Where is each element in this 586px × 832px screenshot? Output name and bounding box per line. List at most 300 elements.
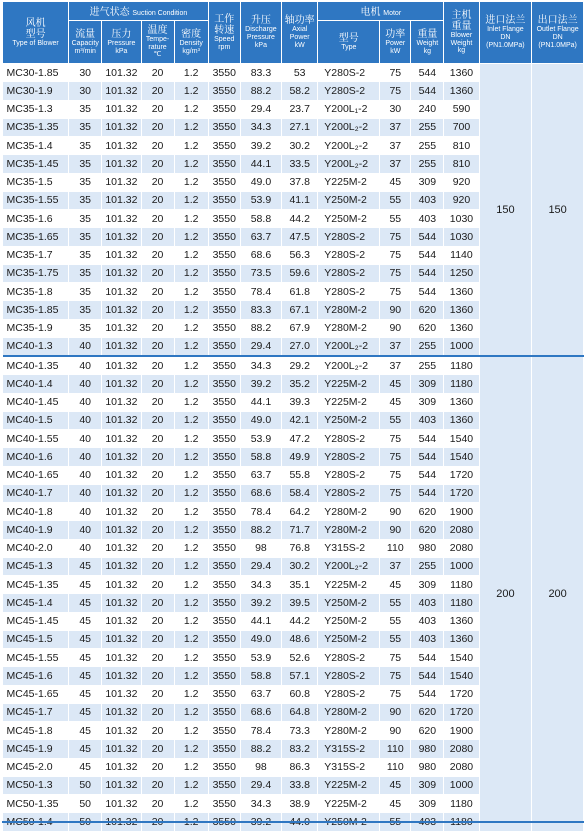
- cell-motor-power: 45: [380, 795, 411, 813]
- cell-axial-power: 59.6: [282, 264, 318, 282]
- cell-blower-weight: 1250: [444, 264, 479, 282]
- cell-pressure: 101.32: [102, 411, 141, 429]
- inlet-flange-dn: 200: [479, 356, 532, 831]
- cell-motor-type: Y280S-2: [318, 448, 380, 466]
- cell-motor-type: Y225M-2: [318, 795, 380, 813]
- cell-blower-weight: 2080: [444, 740, 479, 758]
- cell-motor-weight: 403: [411, 612, 444, 630]
- cell-density: 1.2: [174, 594, 208, 612]
- cell-axial-power: 33.8: [282, 776, 318, 794]
- header-motor-type: 型号 Type: [318, 21, 380, 64]
- cell-pressure: 101.32: [102, 82, 141, 100]
- cell-blower-weight: 2080: [444, 758, 479, 776]
- cell-temperature: 20: [141, 758, 174, 776]
- cell-pressure: 101.32: [102, 319, 141, 337]
- cell-blower-weight: 2080: [444, 521, 479, 539]
- cell-density: 1.2: [174, 503, 208, 521]
- cell-pressure: 101.32: [102, 448, 141, 466]
- cell-pressure: 101.32: [102, 337, 141, 356]
- cell-model: MC35-1.9: [3, 319, 69, 337]
- cell-temperature: 20: [141, 155, 174, 173]
- cell-density: 1.2: [174, 191, 208, 209]
- cell-motor-weight: 309: [411, 173, 444, 191]
- cell-speed: 3550: [208, 375, 240, 393]
- cell-blower-weight: 810: [444, 155, 479, 173]
- header-inlet-flange: 进口法兰 Inlet Flange DN (PN1.0MPa): [479, 2, 532, 64]
- cell-model: MC35-1.85: [3, 301, 69, 319]
- cell-model: MC50-1.35: [3, 795, 69, 813]
- cell-motor-type: Y315S-2: [318, 758, 380, 776]
- cell-blower-weight: 1360: [444, 319, 479, 337]
- cell-pressure: 101.32: [102, 612, 141, 630]
- cell-motor-power: 45: [380, 576, 411, 594]
- cell-motor-power: 37: [380, 557, 411, 575]
- cell-capacity: 40: [69, 521, 102, 539]
- cell-speed: 3550: [208, 740, 240, 758]
- cell-model: MC30-1.85: [3, 64, 69, 82]
- cell-motor-weight: 309: [411, 795, 444, 813]
- cell-blower-weight: 1900: [444, 503, 479, 521]
- cell-density: 1.2: [174, 758, 208, 776]
- cell-discharge-pressure: 58.8: [240, 210, 281, 228]
- cell-axial-power: 67.1: [282, 301, 318, 319]
- cell-motor-weight: 255: [411, 118, 444, 136]
- cell-capacity: 35: [69, 137, 102, 155]
- cell-motor-weight: 544: [411, 228, 444, 246]
- cell-temperature: 20: [141, 722, 174, 740]
- cell-capacity: 30: [69, 82, 102, 100]
- cell-temperature: 20: [141, 283, 174, 301]
- cell-temperature: 20: [141, 630, 174, 648]
- cell-model: MC40-1.55: [3, 430, 69, 448]
- cell-axial-power: 30.2: [282, 137, 318, 155]
- cell-motor-power: 90: [380, 301, 411, 319]
- cell-blower-weight: 590: [444, 100, 479, 118]
- cell-speed: 3550: [208, 264, 240, 282]
- cell-capacity: 45: [69, 722, 102, 740]
- cell-model: MC45-1.45: [3, 612, 69, 630]
- cell-speed: 3550: [208, 557, 240, 575]
- cell-axial-power: 64.8: [282, 703, 318, 721]
- cell-motor-type: Y250M-2: [318, 411, 380, 429]
- cell-axial-power: 44.2: [282, 210, 318, 228]
- cell-motor-type: Y315S-2: [318, 740, 380, 758]
- cell-model: MC40-1.45: [3, 393, 69, 411]
- cell-motor-type: Y280M-2: [318, 503, 380, 521]
- cell-speed: 3550: [208, 649, 240, 667]
- cell-axial-power: 27.1: [282, 118, 318, 136]
- cell-speed: 3550: [208, 246, 240, 264]
- cell-capacity: 40: [69, 466, 102, 484]
- cell-model: MC45-1.6: [3, 667, 69, 685]
- cell-blower-weight: 1140: [444, 246, 479, 264]
- cell-temperature: 20: [141, 667, 174, 685]
- cell-motor-type: Y225M-2: [318, 776, 380, 794]
- table-bottom-rule: [2, 821, 584, 823]
- cell-temperature: 20: [141, 576, 174, 594]
- cell-axial-power: 83.2: [282, 740, 318, 758]
- cell-discharge-pressure: 78.4: [240, 283, 281, 301]
- header-motor-weight: 重量 Weight kg: [411, 21, 444, 64]
- header-axial-power: 轴功率 Axial Power kW: [282, 2, 318, 64]
- cell-motor-weight: 980: [411, 758, 444, 776]
- cell-motor-type: Y280S-2: [318, 466, 380, 484]
- cell-speed: 3550: [208, 594, 240, 612]
- cell-axial-power: 29.2: [282, 356, 318, 375]
- cell-blower-weight: 1180: [444, 795, 479, 813]
- header-motor: 电机 Motor: [318, 2, 444, 21]
- cell-pressure: 101.32: [102, 173, 141, 191]
- cell-motor-power: 37: [380, 137, 411, 155]
- cell-motor-power: 75: [380, 283, 411, 301]
- cell-density: 1.2: [174, 539, 208, 557]
- cell-temperature: 20: [141, 191, 174, 209]
- cell-motor-power: 37: [380, 337, 411, 356]
- cell-discharge-pressure: 63.7: [240, 685, 281, 703]
- cell-motor-power: 110: [380, 740, 411, 758]
- cell-discharge-pressure: 49.0: [240, 173, 281, 191]
- cell-model: MC40-1.6: [3, 448, 69, 466]
- cell-blower-weight: 810: [444, 137, 479, 155]
- cell-motor-power: 90: [380, 503, 411, 521]
- cell-motor-type: Y280S-2: [318, 246, 380, 264]
- cell-motor-weight: 620: [411, 521, 444, 539]
- cell-temperature: 20: [141, 82, 174, 100]
- cell-pressure: 101.32: [102, 356, 141, 375]
- cell-motor-weight: 544: [411, 667, 444, 685]
- cell-motor-type: Y280M-2: [318, 319, 380, 337]
- cell-speed: 3550: [208, 411, 240, 429]
- cell-temperature: 20: [141, 448, 174, 466]
- cell-blower-weight: 1360: [444, 411, 479, 429]
- cell-motor-type: Y280S-2: [318, 685, 380, 703]
- header-capacity: 流量 Capacity m³/min: [69, 21, 102, 64]
- cell-blower-weight: 1000: [444, 557, 479, 575]
- table-row: [3, 64, 584, 82]
- cell-motor-type: Y200L₂-2: [318, 118, 380, 136]
- cell-discharge-pressure: 34.3: [240, 795, 281, 813]
- cell-discharge-pressure: 44.1: [240, 393, 281, 411]
- header-speed: 工作 转速 Speed rpm: [208, 2, 240, 64]
- cell-density: 1.2: [174, 64, 208, 82]
- cell-discharge-pressure: 53.9: [240, 191, 281, 209]
- cell-motor-weight: 255: [411, 155, 444, 173]
- cell-axial-power: 86.3: [282, 758, 318, 776]
- cell-speed: 3550: [208, 173, 240, 191]
- cell-discharge-pressure: 39.2: [240, 137, 281, 155]
- cell-axial-power: 44.2: [282, 612, 318, 630]
- cell-motor-type: Y250M-2: [318, 210, 380, 228]
- cell-temperature: 20: [141, 649, 174, 667]
- header-temperature: 温度 Tempe- rature ℃: [141, 21, 174, 64]
- cell-temperature: 20: [141, 466, 174, 484]
- cell-capacity: 40: [69, 375, 102, 393]
- cell-pressure: 101.32: [102, 375, 141, 393]
- cell-axial-power: 57.1: [282, 667, 318, 685]
- cell-pressure: 101.32: [102, 191, 141, 209]
- cell-axial-power: 73.3: [282, 722, 318, 740]
- cell-density: 1.2: [174, 630, 208, 648]
- cell-axial-power: 39.3: [282, 393, 318, 411]
- cell-capacity: 35: [69, 319, 102, 337]
- cell-motor-power: 75: [380, 484, 411, 502]
- cell-discharge-pressure: 68.6: [240, 484, 281, 502]
- cell-model: MC45-1.8: [3, 722, 69, 740]
- cell-capacity: 35: [69, 118, 102, 136]
- cell-discharge-pressure: 29.4: [240, 100, 281, 118]
- cell-capacity: 35: [69, 228, 102, 246]
- cell-motor-weight: 980: [411, 740, 444, 758]
- cell-speed: 3550: [208, 539, 240, 557]
- cell-blower-weight: 1180: [444, 375, 479, 393]
- cell-speed: 3550: [208, 722, 240, 740]
- cell-temperature: 20: [141, 356, 174, 375]
- cell-capacity: 45: [69, 557, 102, 575]
- cell-model: MC40-1.65: [3, 466, 69, 484]
- cell-motor-power: 55: [380, 210, 411, 228]
- outlet-flange-dn: 150: [532, 64, 584, 357]
- cell-motor-weight: 255: [411, 356, 444, 375]
- cell-temperature: 20: [141, 137, 174, 155]
- cell-motor-weight: 544: [411, 64, 444, 82]
- cell-capacity: 40: [69, 411, 102, 429]
- cell-motor-power: 75: [380, 466, 411, 484]
- cell-density: 1.2: [174, 649, 208, 667]
- cell-density: 1.2: [174, 484, 208, 502]
- cell-motor-power: 110: [380, 539, 411, 557]
- cell-motor-weight: 980: [411, 539, 444, 557]
- cell-motor-weight: 309: [411, 375, 444, 393]
- cell-motor-weight: 544: [411, 448, 444, 466]
- header-pressure: 压力 Pressure kPa: [102, 21, 141, 64]
- cell-motor-power: 45: [380, 173, 411, 191]
- cell-density: 1.2: [174, 155, 208, 173]
- cell-temperature: 20: [141, 337, 174, 356]
- cell-temperature: 20: [141, 173, 174, 191]
- cell-density: 1.2: [174, 173, 208, 191]
- cell-motor-power: 75: [380, 448, 411, 466]
- cell-motor-power: 55: [380, 191, 411, 209]
- cell-speed: 3550: [208, 521, 240, 539]
- cell-temperature: 20: [141, 375, 174, 393]
- cell-discharge-pressure: 58.8: [240, 448, 281, 466]
- cell-pressure: 101.32: [102, 137, 141, 155]
- cell-motor-type: Y200L₂-2: [318, 137, 380, 155]
- cell-capacity: 45: [69, 685, 102, 703]
- cell-blower-weight: 1360: [444, 64, 479, 82]
- cell-pressure: 101.32: [102, 155, 141, 173]
- cell-blower-weight: 1180: [444, 356, 479, 375]
- cell-capacity: 35: [69, 301, 102, 319]
- cell-blower-weight: 1720: [444, 685, 479, 703]
- cell-axial-power: 47.5: [282, 228, 318, 246]
- cell-capacity: 35: [69, 264, 102, 282]
- cell-speed: 3550: [208, 118, 240, 136]
- cell-motor-weight: 309: [411, 393, 444, 411]
- cell-pressure: 101.32: [102, 776, 141, 794]
- cell-motor-type: Y250M-2: [318, 630, 380, 648]
- cell-speed: 3550: [208, 576, 240, 594]
- table-body: [3, 64, 584, 832]
- cell-axial-power: 41.1: [282, 191, 318, 209]
- cell-temperature: 20: [141, 411, 174, 429]
- cell-speed: 3550: [208, 137, 240, 155]
- cell-model: MC35-1.4: [3, 137, 69, 155]
- cell-blower-weight: 1720: [444, 484, 479, 502]
- cell-blower-weight: 1360: [444, 82, 479, 100]
- cell-axial-power: 55.8: [282, 466, 318, 484]
- cell-density: 1.2: [174, 210, 208, 228]
- cell-model: MC40-2.0: [3, 539, 69, 557]
- cell-temperature: 20: [141, 685, 174, 703]
- cell-capacity: 40: [69, 448, 102, 466]
- cell-blower-weight: 1030: [444, 228, 479, 246]
- cell-speed: 3550: [208, 630, 240, 648]
- cell-motor-weight: 544: [411, 466, 444, 484]
- cell-motor-power: 90: [380, 703, 411, 721]
- cell-density: 1.2: [174, 557, 208, 575]
- cell-axial-power: 39.5: [282, 594, 318, 612]
- cell-pressure: 101.32: [102, 576, 141, 594]
- cell-pressure: 101.32: [102, 503, 141, 521]
- cell-capacity: 35: [69, 155, 102, 173]
- cell-speed: 3550: [208, 82, 240, 100]
- cell-pressure: 101.32: [102, 466, 141, 484]
- cell-model: MC30-1.9: [3, 82, 69, 100]
- blower-spec-table: [2, 1, 584, 832]
- cell-model: MC45-1.4: [3, 594, 69, 612]
- cell-speed: 3550: [208, 228, 240, 246]
- cell-pressure: 101.32: [102, 484, 141, 502]
- cell-motor-power: 75: [380, 685, 411, 703]
- cell-motor-weight: 620: [411, 703, 444, 721]
- cell-temperature: 20: [141, 301, 174, 319]
- cell-speed: 3550: [208, 466, 240, 484]
- cell-model: MC45-1.5: [3, 630, 69, 648]
- cell-model: MC40-1.7: [3, 484, 69, 502]
- cell-capacity: 45: [69, 758, 102, 776]
- cell-motor-power: 45: [380, 393, 411, 411]
- cell-pressure: 101.32: [102, 301, 141, 319]
- cell-temperature: 20: [141, 118, 174, 136]
- cell-temperature: 20: [141, 557, 174, 575]
- cell-density: 1.2: [174, 246, 208, 264]
- cell-axial-power: 64.2: [282, 503, 318, 521]
- cell-capacity: 40: [69, 539, 102, 557]
- cell-discharge-pressure: 63.7: [240, 466, 281, 484]
- cell-motor-type: Y200L₂-2: [318, 155, 380, 173]
- cell-blower-weight: 1180: [444, 594, 479, 612]
- cell-blower-weight: 1900: [444, 722, 479, 740]
- cell-speed: 3550: [208, 191, 240, 209]
- cell-blower-weight: 1720: [444, 703, 479, 721]
- cell-motor-weight: 544: [411, 685, 444, 703]
- cell-temperature: 20: [141, 64, 174, 82]
- cell-temperature: 20: [141, 703, 174, 721]
- cell-density: 1.2: [174, 393, 208, 411]
- cell-capacity: 45: [69, 740, 102, 758]
- cell-pressure: 101.32: [102, 722, 141, 740]
- cell-axial-power: 30.2: [282, 557, 318, 575]
- cell-blower-weight: 920: [444, 173, 479, 191]
- cell-speed: 3550: [208, 795, 240, 813]
- cell-motor-weight: 620: [411, 722, 444, 740]
- cell-density: 1.2: [174, 283, 208, 301]
- cell-capacity: 35: [69, 246, 102, 264]
- cell-motor-type: Y225M-2: [318, 173, 380, 191]
- cell-motor-power: 75: [380, 430, 411, 448]
- header-motor-power: 功率 Power kW: [380, 21, 411, 64]
- cell-temperature: 20: [141, 100, 174, 118]
- cell-blower-weight: 1360: [444, 393, 479, 411]
- cell-density: 1.2: [174, 411, 208, 429]
- header-suction-condition: 进气状态 Suction Condition: [69, 2, 209, 21]
- cell-blower-weight: 1180: [444, 576, 479, 594]
- cell-pressure: 101.32: [102, 630, 141, 648]
- cell-density: 1.2: [174, 667, 208, 685]
- cell-density: 1.2: [174, 137, 208, 155]
- cell-discharge-pressure: 83.3: [240, 64, 281, 82]
- cell-pressure: 101.32: [102, 118, 141, 136]
- cell-discharge-pressure: 68.6: [240, 703, 281, 721]
- cell-capacity: 40: [69, 503, 102, 521]
- cell-speed: 3550: [208, 283, 240, 301]
- cell-temperature: 20: [141, 594, 174, 612]
- cell-motor-power: 55: [380, 612, 411, 630]
- cell-density: 1.2: [174, 521, 208, 539]
- cell-pressure: 101.32: [102, 430, 141, 448]
- cell-density: 1.2: [174, 264, 208, 282]
- cell-discharge-pressure: 58.8: [240, 667, 281, 685]
- cell-motor-weight: 544: [411, 82, 444, 100]
- cell-density: 1.2: [174, 685, 208, 703]
- cell-motor-type: Y280M-2: [318, 703, 380, 721]
- outlet-flange-dn: 200: [532, 356, 584, 831]
- cell-motor-weight: 255: [411, 337, 444, 356]
- cell-motor-power: 75: [380, 228, 411, 246]
- cell-temperature: 20: [141, 430, 174, 448]
- cell-model: MC45-1.55: [3, 649, 69, 667]
- cell-temperature: 20: [141, 264, 174, 282]
- cell-discharge-pressure: 88.2: [240, 740, 281, 758]
- cell-discharge-pressure: 29.4: [240, 557, 281, 575]
- cell-model: MC45-2.0: [3, 758, 69, 776]
- cell-motor-power: 37: [380, 356, 411, 375]
- cell-speed: 3550: [208, 64, 240, 82]
- cell-capacity: 45: [69, 612, 102, 630]
- cell-temperature: 20: [141, 740, 174, 758]
- cell-capacity: 40: [69, 337, 102, 356]
- cell-density: 1.2: [174, 319, 208, 337]
- cell-blower-weight: 920: [444, 191, 479, 209]
- cell-pressure: 101.32: [102, 649, 141, 667]
- cell-pressure: 101.32: [102, 100, 141, 118]
- cell-motor-type: Y315S-2: [318, 539, 380, 557]
- cell-pressure: 101.32: [102, 283, 141, 301]
- cell-model: MC40-1.35: [3, 356, 69, 375]
- cell-motor-weight: 544: [411, 484, 444, 502]
- cell-axial-power: 42.1: [282, 411, 318, 429]
- cell-speed: 3550: [208, 356, 240, 375]
- cell-discharge-pressure: 63.7: [240, 228, 281, 246]
- cell-pressure: 101.32: [102, 264, 141, 282]
- cell-density: 1.2: [174, 337, 208, 356]
- cell-speed: 3550: [208, 612, 240, 630]
- header-model: 风机 型号 Type of Blower: [3, 2, 69, 64]
- cell-model: MC35-1.8: [3, 283, 69, 301]
- cell-motor-weight: 255: [411, 557, 444, 575]
- cell-blower-weight: 1000: [444, 337, 479, 356]
